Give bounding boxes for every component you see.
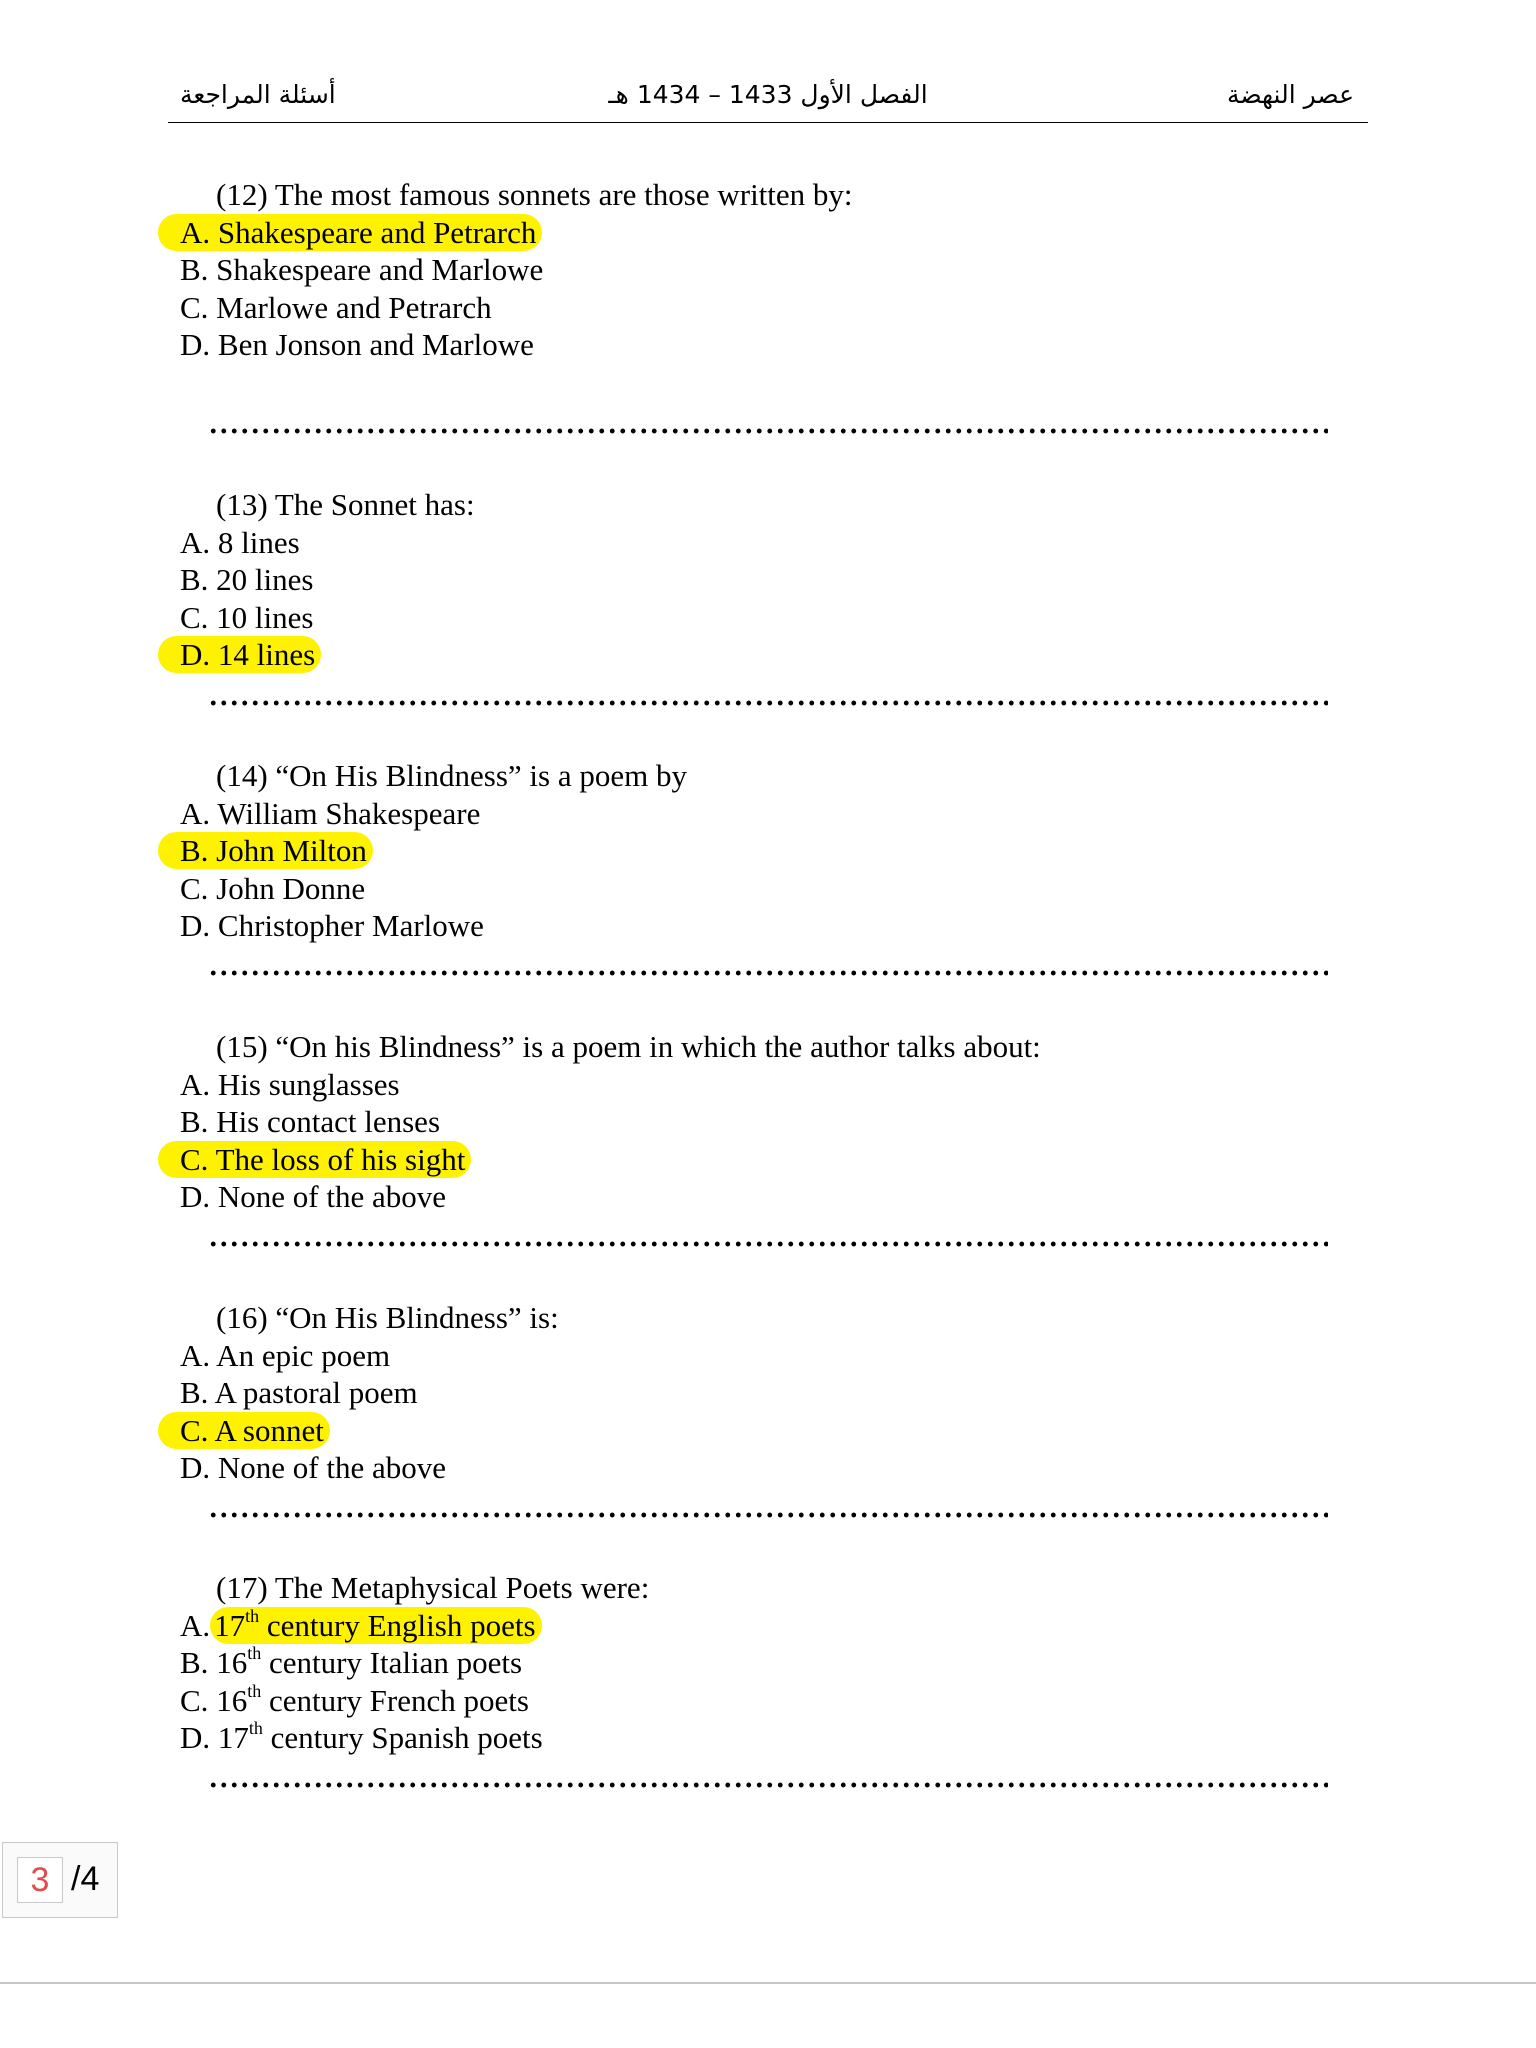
century-number: 17 bbox=[214, 1607, 246, 1643]
ordinal-suffix: th bbox=[247, 1643, 262, 1663]
dotted-separator bbox=[208, 1511, 1328, 1519]
option-b: B. Shakespeare and Marlowe bbox=[180, 252, 544, 287]
option-rest: century Spanish poets bbox=[262, 1720, 543, 1755]
question-13 bbox=[180, 486, 1380, 674]
option-d: D. None of the above bbox=[180, 1450, 446, 1485]
question-17 bbox=[180, 1569, 1380, 1757]
question-15 bbox=[180, 1028, 1380, 1216]
option-d bbox=[180, 1719, 1380, 1757]
option-d: D. Christopher Marlowe bbox=[180, 908, 484, 943]
dotted-separator bbox=[208, 699, 1328, 707]
highlighted-answer: C. A sonnet bbox=[158, 1412, 330, 1449]
question-text: (14) “On His Blindness” is a poem by bbox=[216, 758, 687, 793]
option-b: B. His contact lenses bbox=[180, 1104, 441, 1139]
option-a bbox=[180, 1607, 1380, 1645]
option-letter: C. bbox=[180, 1682, 209, 1718]
question-text: (12) The most famous sonnets are those written by: bbox=[216, 177, 853, 212]
header-semester: الفصل الأول 1433 – 1434 هـ bbox=[608, 80, 928, 109]
option-c: C. 10 lines bbox=[180, 599, 314, 635]
option-letter: D. bbox=[180, 1720, 211, 1755]
option-d: D. None of the above bbox=[180, 1179, 446, 1214]
option-c bbox=[180, 1412, 1380, 1450]
option-b: B. A pastoral poem bbox=[180, 1375, 418, 1410]
option-a: A. 8 lines bbox=[180, 524, 300, 560]
century-number: 17 bbox=[217, 1720, 249, 1755]
dotted-separator bbox=[208, 1781, 1328, 1789]
question-text: (15) “On his Blindness” is a poem in which the author talks about: bbox=[216, 1029, 1041, 1064]
option-c: C. Marlowe and Petrarch bbox=[180, 289, 492, 325]
option-a: A. William Shakespeare bbox=[180, 795, 481, 831]
ordinal-suffix: th bbox=[245, 1605, 260, 1626]
century-number: 16 bbox=[216, 1682, 248, 1718]
page-header bbox=[168, 78, 1368, 123]
question-12 bbox=[180, 176, 1380, 364]
dotted-separator bbox=[208, 969, 1328, 977]
option-c bbox=[180, 1141, 1380, 1179]
highlighted-answer bbox=[210, 1607, 541, 1644]
option-b bbox=[180, 832, 1380, 870]
ordinal-suffix: th bbox=[248, 1718, 263, 1738]
header-review-questions: أسئلة المراجعة bbox=[180, 80, 336, 109]
page-indicator bbox=[2, 1842, 118, 1918]
option-b bbox=[180, 1644, 1380, 1682]
century-number: 16 bbox=[216, 1645, 248, 1680]
option-d bbox=[180, 636, 1380, 674]
total-pages: /4 bbox=[71, 1860, 100, 1898]
dotted-separator bbox=[208, 1240, 1328, 1248]
option-rest: century Italian poets bbox=[261, 1645, 523, 1680]
option-letter: A. bbox=[180, 1607, 211, 1643]
option-c bbox=[180, 1682, 1380, 1720]
option-rest: century English poets bbox=[259, 1607, 536, 1643]
ordinal-suffix: th bbox=[247, 1680, 262, 1701]
question-14 bbox=[180, 757, 1380, 945]
highlighted-answer: C. The loss of his sight bbox=[158, 1141, 471, 1178]
highlighted-answer: B. John Milton bbox=[158, 832, 373, 869]
question-text: (17) The Metaphysical Poets were: bbox=[216, 1570, 650, 1605]
option-b: B. 20 lines bbox=[180, 562, 314, 597]
question-16 bbox=[180, 1299, 1380, 1487]
option-d: D. Ben Jonson and Marlowe bbox=[180, 327, 534, 362]
highlighted-answer: A. Shakespeare and Petrarch bbox=[158, 214, 542, 251]
bottom-divider bbox=[0, 1982, 1536, 1984]
option-a: A. His sunglasses bbox=[180, 1066, 400, 1102]
option-a bbox=[180, 214, 1380, 252]
current-page-input[interactable]: 3 bbox=[17, 1857, 63, 1903]
highlighted-answer: D. 14 lines bbox=[158, 636, 321, 673]
option-rest: century French poets bbox=[261, 1682, 529, 1718]
option-letter: B. bbox=[180, 1645, 209, 1680]
option-a: A. An epic poem bbox=[180, 1337, 391, 1373]
dotted-separator bbox=[208, 427, 1328, 435]
header-renaissance: عصر النهضة bbox=[1226, 80, 1354, 109]
question-text: (13) The Sonnet has: bbox=[216, 487, 475, 522]
option-c: C. John Donne bbox=[180, 870, 366, 906]
question-text: (16) “On His Blindness” is: bbox=[216, 1300, 559, 1335]
